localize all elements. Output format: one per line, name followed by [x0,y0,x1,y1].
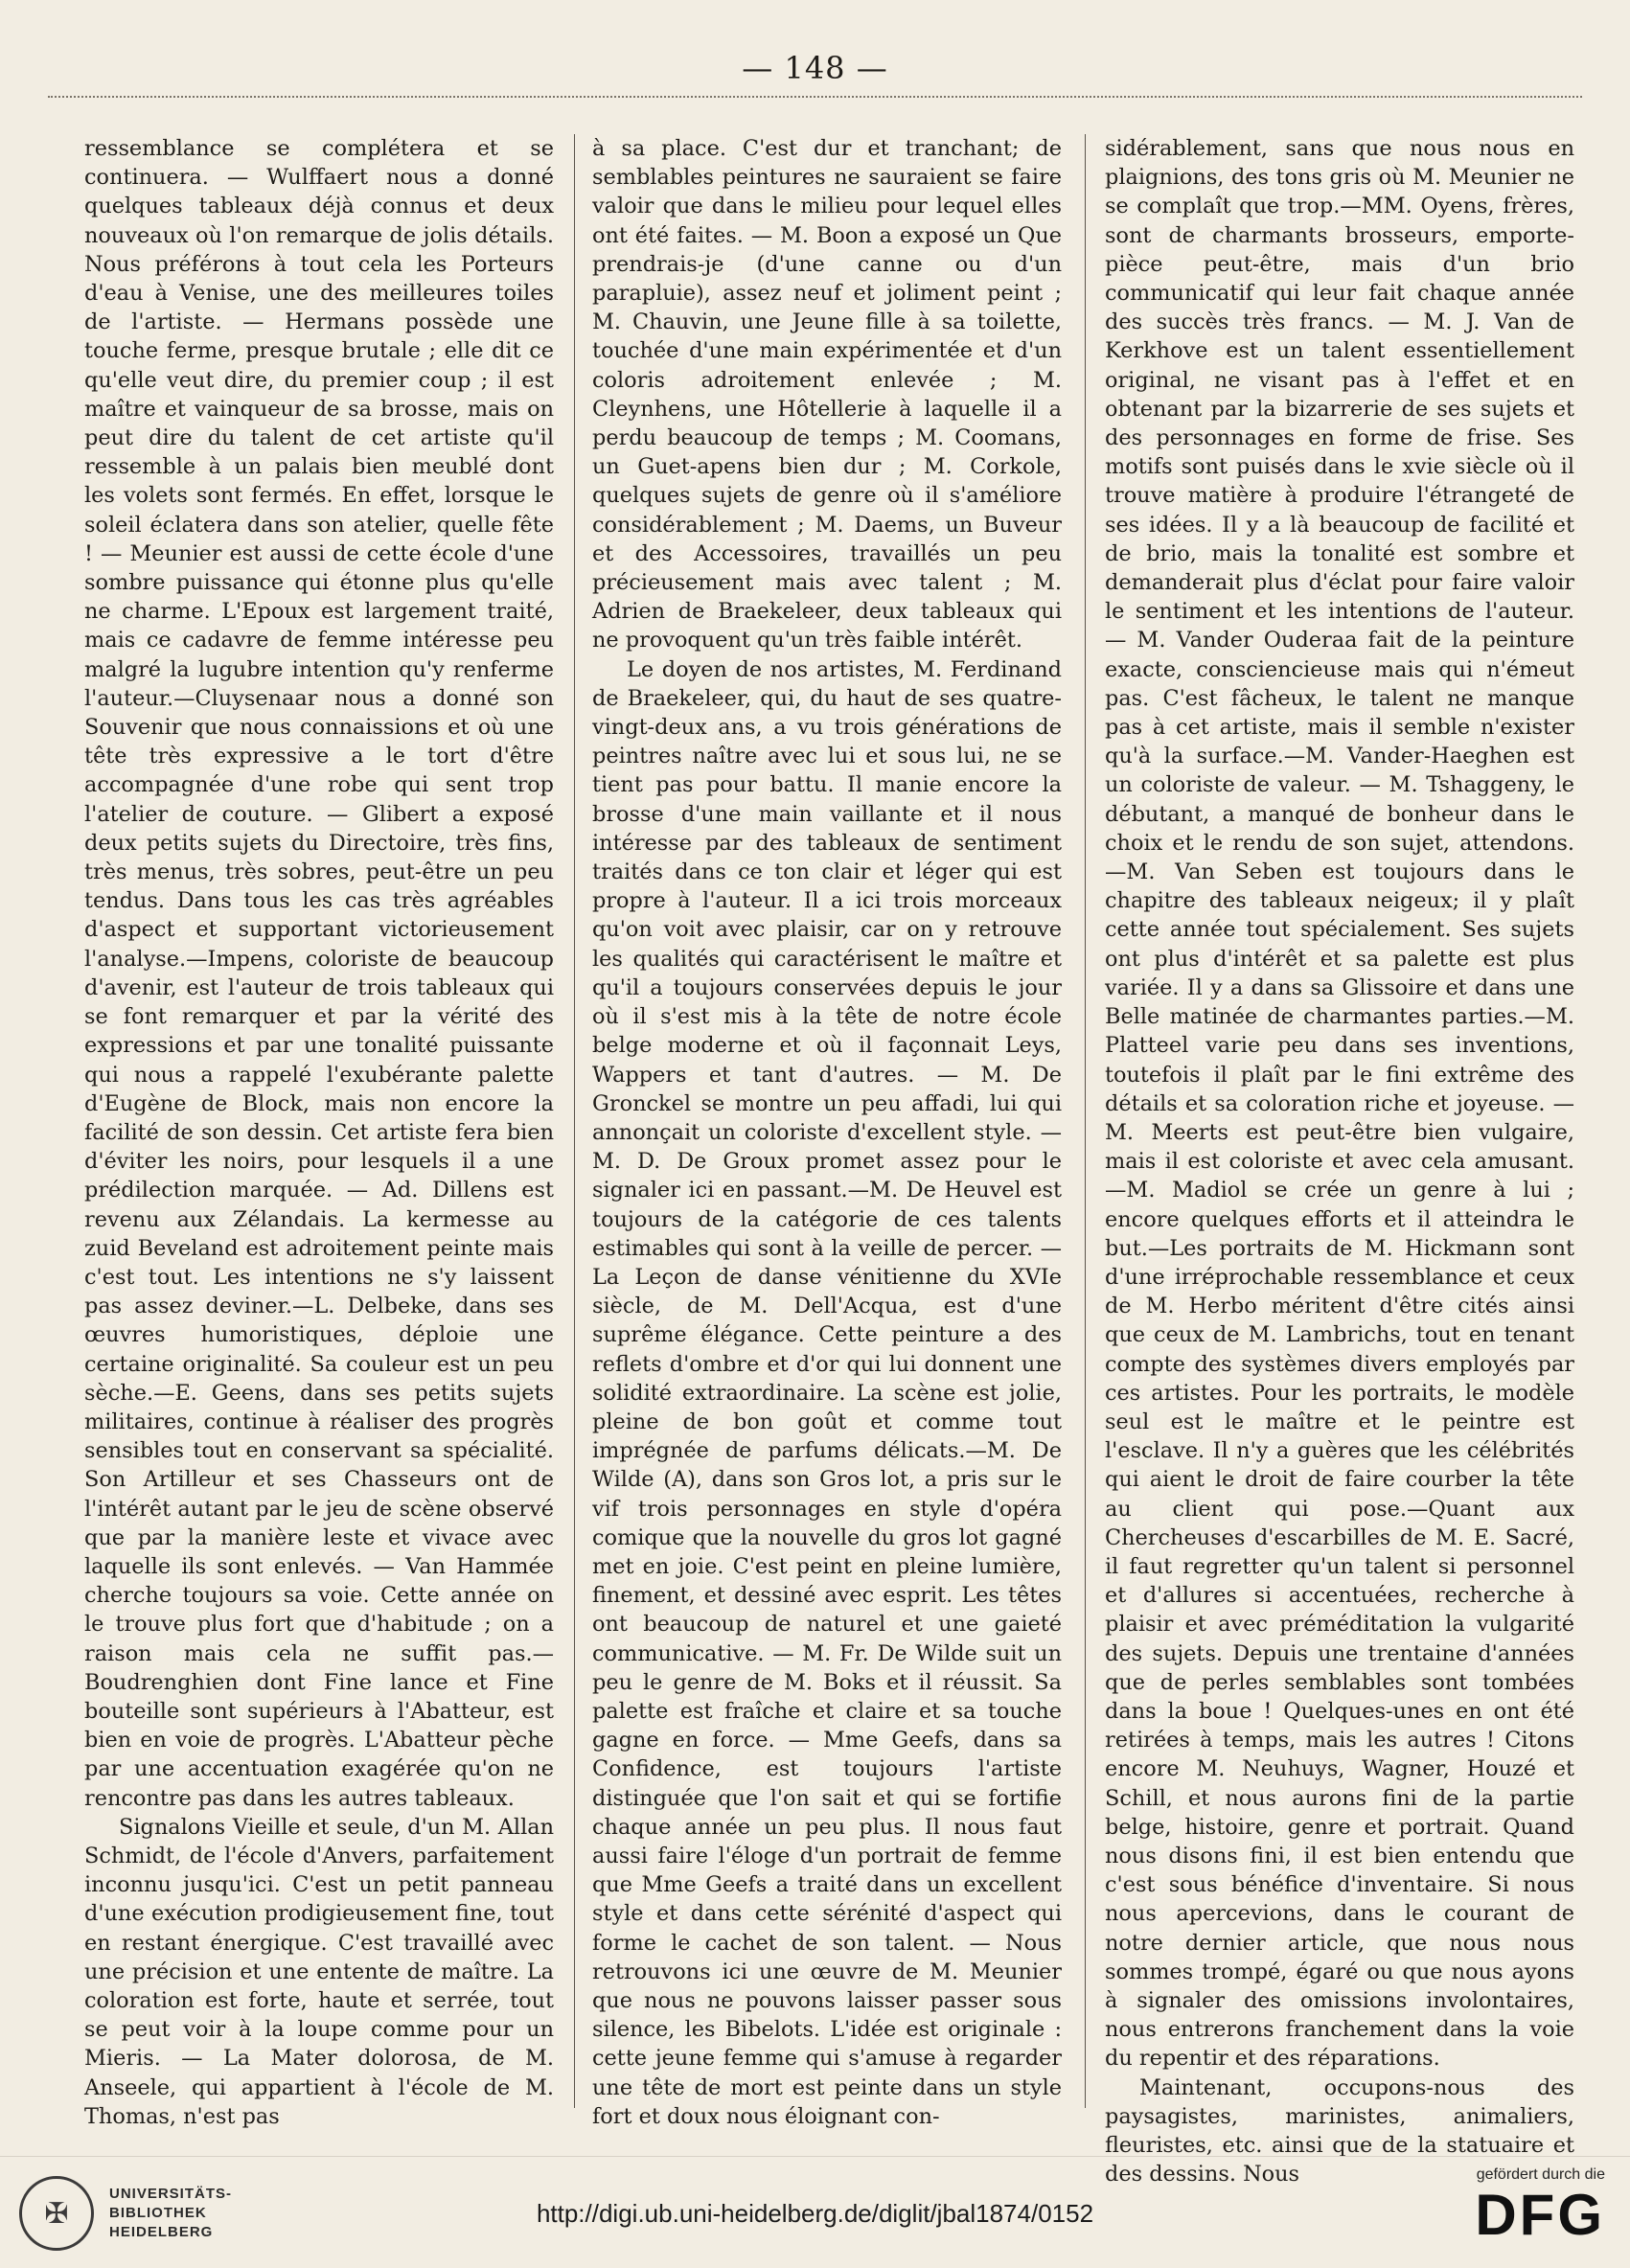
page-number: — 148 — [742,50,888,86]
funded-by-label: gefördert durch die [1476,2166,1605,2183]
paragraph: Maintenant, occupons-nous des paysagistes, marinistes, animaliers, fleuristes, etc. ainsi que de la statuaire et des dessins. Nous [1105,2074,1574,2188]
library-name-line: HEIDELBERG [109,2224,214,2240]
column-divider [1085,134,1086,2108]
paragraph: ressemblance se complétera et se continuera. — Wulffaert nous a donné quelques tableaux déjà connus et deux nouveaux où l'on remarque de jolis détails. Nous préférons à tout cela les Porteurs d'eau à Venise, une des meilleures toiles de l'artiste. — Hermans possède une touche ferme, presque brutale ; elle dit ce qu'elle veut dire, du premier coup ; il est maître et vainqueur de sa brosse, mais on peut dire du talent de cet artiste qu'il ressemble à un palais bien meublé dont les volets sont fermés. En effet, lorsque le soleil éclatera dans son atelier, quelle fête ! — Meunier est aussi de cette école d'une sombre puissance qui étonne plus qu'elle ne charme. L'Epoux est largement traité, mais ce cadavre de femme intéresse peu malgré la lugubre intention qu'y renferme l'auteur.—Cluysenaar nous a donné son Souvenir que nous connaissions et où une tête très expressive a le tort d'être accompagnée d'une robe qui sent trop l'atelier de couture. — Glibert a exposé deux petits sujets du Directoire, très fins, très menus, très sobres, peut-être un peu tendus. Dans tous les cas très agréables d'aspect et supportant victorieusement l'analyse.—Impens, coloriste de beaucoup d'avenir, est l'auteur de trois tableaux qui se font remarquer et par la vérité des expressions et par une tonalité puissante qui nous a rappelé l'exubérante palette d'Eugène de Block, mais non encore la facilité de son dessin. Cet artiste fera bien d'éviter les noirs, pour lesquels il a une prédilection marquée. — Ad. Dillens est revenu aux Zélandais. La kermesse au zuid Beveland est adroitement peinte mais c'est tout. Les intentions ne s'y laissent pas assez deviner.—L. Delbeke, dans ses œuvres humoristiques, déploie une certaine originalité. Sa couleur est un peu sèche.—E. Geens, dans ses petits sujets militaires, continue à réaliser des progrès sensibles tout en conservant sa spécialité. Son Artilleur et ses Chasseurs ont de l'intérêt autant par le jeu de scène observé que par la manière leste et vivace avec laquelle ils sont enlevés. — Van Hammée cherche toujours sa voie. Cette année on le trouve plus fort que d'habitude ; on a raison mais cela ne suffit pas.—Boudrenghien dont Fine lance et Fine bouteille sont supérieurs à l'Abatteur, est bien en voie de progrès. L'Abatteur pèche par une accentuation exagérée qu'on ne rencontre pas dans les autres tableaux. [84,136,554,1811]
digitization-footer [0,2156,1630,2268]
page-header [48,38,1582,98]
paragraph: à sa place. C'est dur et tranchant; de semblables peintures ne sauraient se faire valoir que dans le milieu pour lequel elles ont été faites. — M. Boon a exposé un Que prendrais-je (d'une canne ou d'un parapluie), assez neuf et joliment peint ; M. Chauvin, une Jeune fille à sa toilette, touchée d'une main expérimentée et d'un coloris adroitement enlevée ; M. Cleynhens, une Hôtellerie à laquelle il a perdu beaucoup de temps ; M. Coomans, un Guet-apens bien dur ; M. Corkole, quelques sujets de genre où il s'améliore considérablement ; M. Daems, un Buveur et des Accessoires, travaillés un peu précieusement mais avec talent ; M. Adrien de Braekeleer, deux tableaux qui ne provoquent qu'un très faible intérêt. [592,136,1062,653]
paragraph: Le doyen de nos artistes, M. Ferdinand de Braekeleer, qui, du haut de ses quatre-vingt-deux ans, a vu trois générations de peintres naître avec lui et sous lui, ne se tient pas pour battu. Il manie encore la brosse d'une main vaillante et il nous intéresse par des tableaux de sentiment traités dans ce ton clair et léger qui est propre à l'auteur. Il a ici trois morceaux qu'on voit avec plaisir, car on y retrouve les qualités qui caractérisent le maître et qu'il a toujours conservées depuis le jour où il s'est mis à la tête de notre école belge moderne et où il façonnait Leys, Wappers et tant d'autres. — M. De Gronckel se montre un peu affadi, lui qui annonçait un coloriste d'excellent style. — M. D. De Groux promet assez pour le signaler ici en passant.—M. De Heuvel est toujours de la catégorie de ces talents estimables qui sont à la veille de percer. — La Leçon de danse vénitienne du XVIe siècle, de M. Dell'Acqua, est d'une suprême élégance. Cette peinture a des reflets d'ombre et d'or qui lui donnent une solidité extraordinaire. La scène est jolie, pleine de bon goût et comme tout imprégnée de parfums délicats.—M. De Wilde (A), dans son Gros lot, a pris sur le vif trois personnages en style d'opéra comique que la nouvelle du gros lot gagné met en joie. C'est peint en pleine lumière, finement, et dessiné avec esprit. Les têtes ont beaucoup de naturel et une gaieté communicative. — M. Fr. De Wilde suit un peu le genre de M. Boks et il réussit. Sa palette est fraîche et claire et sa touche gagne en force. — Mme Geefs, dans sa Confidence, est toujours l'artiste distinguée que l'on sait et qui se fortifie chaque année un peu plus. Il nous faut aussi faire l'éloge d'un portrait de femme que Mme Geefs a traité dans un excellent style et dans cette sérénité d'aspect qui forme le cachet de son talent. — Nous retrouvons ici une œuvre de M. Meunier que nous ne pouvons laisser passer sous silence, les Bibelots. L'idée est originale : cette jeune femme qui s'amuse à regarder une tête de mort est peinte dans un style fort et doux nous éloignant con- [592,656,1062,2129]
dfg-logo: DFG [1475,2183,1605,2247]
library-name-line: BIBLIOTHEK [109,2205,207,2221]
column-1 [84,134,554,2129]
column-divider [574,134,575,2108]
funder-block [1475,2166,1605,2247]
library-name-line: UNIVERSITÄTS- [109,2186,233,2202]
university-seal-icon: ✠ [19,2176,94,2251]
source-url[interactable]: http://digi.ub.uni-heidelberg.de/diglit/jbal1874/0152 [536,2199,1094,2228]
paragraph: Signalons Vieille et seule, d'un M. Allan Schmidt, de l'école d'Anvers, parfaitement inconnu jusqu'ici. C'est un petit panneau d'une exécution prodigieusement fine, tout en restant énergique. C'est travaillé avec une précision et une entente de maître. La coloration est forte, haute et serrée, tout se peut voir à la loupe comme pour un Mieris. — La Mater dolorosa, de M. Anseele, qui appartient à l'école de M. Thomas, n'est pas [84,1814,554,2129]
column-2 [592,134,1062,2129]
paragraph: sidérablement, sans que nous nous en plaignions, des tons gris où M. Meunier ne se complaît que trop.—MM. Oyens, frères, sont de charmants brosseurs, emporte-pièce peut-être, mais d'un brio communicatif qui leur fait chaque année des succès très francs. — M. J. Van de Kerkhove est un talent essentiellement original, ne visant pas à l'effet et en obtenant par la bizarrerie de ses sujets et des personnages en forme de frise. Ses motifs sont puisés dans le xvie siècle où il trouve matière à produire l'étrangeté de ses idées. Il y a là beaucoup de facilité et de brio, mais la tonalité est sombre et demanderait plus d'éclat pour faire valoir le sentiment et les intentions de l'auteur. — M. Vander Ouderaa fait de la peinture exacte, consciencieuse mais qui n'émeut pas. C'est fâcheux, le talent ne manque pas à cet artiste, mais il semble n'exister qu'à la surface.—M. Vander-Haeghen est un coloriste de valeur. — M. Tshaggeny, le débutant, a manqué de bonheur dans le choix et le rendu de son sujet, attendons.—M. Van Seben est toujours dans le chapitre des tableaux neigeux; il y plaît cette année tout spécialement. Ses sujets ont plus d'intérêt et sa palette est plus variée. Il y a dans sa Glissoire et dans une Belle matinée de charmantes parties.—M. Platteel varie peu dans ses inventions, toutefois il plaît par le fini extrême des détails et sa coloration riche et joyeuse. — M. Meerts est peut-être bien vulgaire, mais il est coloriste et avec cela amusant.—M. Madiol se crée un genre à lui ; encore quelques efforts et il atteindra le but.—Les portraits de M. Hickmann sont d'une irréprochable ressemblance et ceux de M. Herbo méritent d'être cités ainsi que ceux de M. Lambrichs, tout en tenant compte des systèmes divers employés par ces artistes. Pour les portraits, le modèle seul est le maître et le peintre est l'esclave. Il n'y a guères que les célébrités qui aient le droit de faire courber la tête au client qui pose.—Quant aux Chercheuses d'escarbilles de M. E. Sacré, il faut regretter qu'un talent si personnel et d'allures si accentuées, recherche à plaisir et avec préméditation la vulgarité des sujets. Depuis une trentaine d'années que de perles semblables sont tombées dans la boue ! Quelques-unes en ont été retirées à temps, mais les autres ! Citons encore M. Neuhuys, Wagner, Houzé et Schill, et nous aurons fini de la partie belge, histoire, genre et portrait. Quand nous disons fini, il est bien entendu que c'est sous bénéfice d'inventaire. Si nous nous apercevions, dans le courant de notre dernier article, que nous nous sommes trompé, égaré ou que nous ayons à signaler des omissions involontaires, nous entrerons franchement dans la voie du repentir et des réparations. [1105,136,1574,2072]
